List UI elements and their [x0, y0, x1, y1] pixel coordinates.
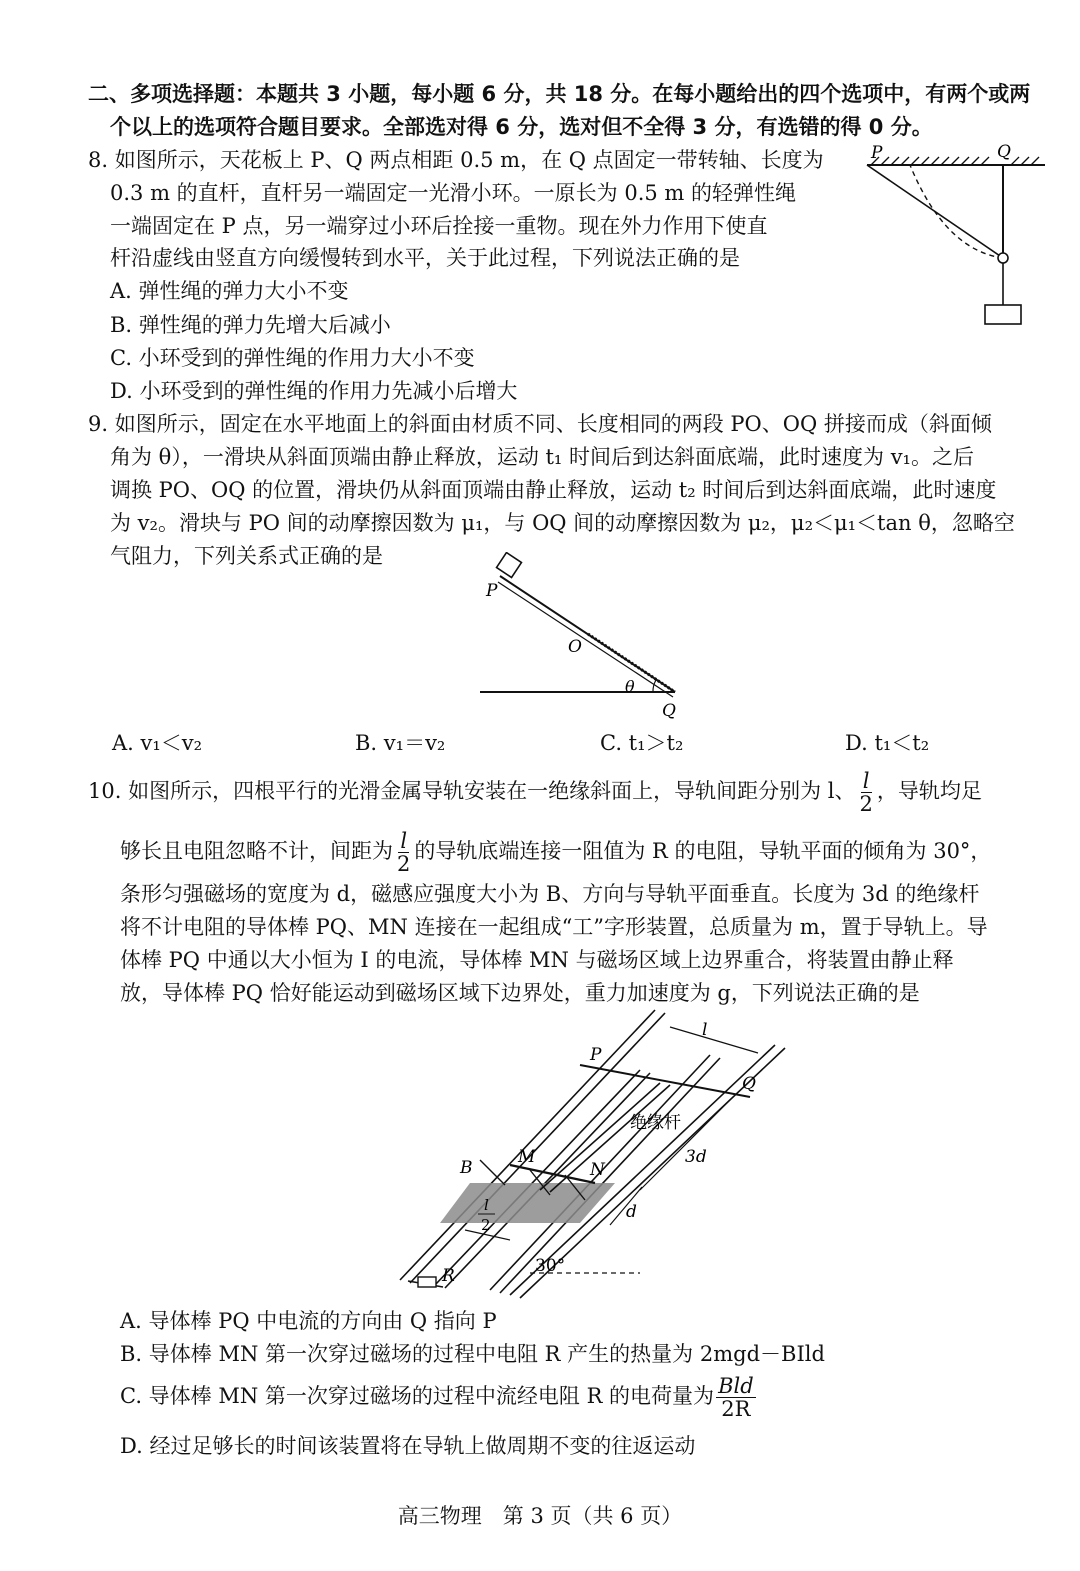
q10-fraction-l-over-2	[857, 770, 874, 815]
q9-option-d: D. t₁＜t₂	[845, 731, 930, 755]
q8-option-a: A. 弹性绳的弹力大小不变	[110, 279, 349, 303]
q10-line1	[88, 768, 982, 815]
rail-3b	[500, 1058, 720, 1293]
q10-label-half-num: l	[484, 1196, 489, 1214]
q10-option-c	[120, 1373, 758, 1420]
q10-label-n: N	[590, 1160, 605, 1180]
q10-line2-pre: 够长且电阻忽略不计，间距为	[120, 839, 393, 863]
q10-label-r: R	[442, 1266, 455, 1286]
weight-block	[985, 305, 1021, 324]
q9-line1: 9. 如图所示，固定在水平地面上的斜面由材质不同、长度相同的两段 PO、OQ 拼接而成（斜面倾	[88, 412, 992, 436]
q8-option-d: D. 小环受到的弹性绳的作用力先减小后增大	[110, 379, 518, 403]
slider-block	[497, 553, 522, 578]
q10-label-angle: 30°	[535, 1256, 566, 1276]
dim-l	[670, 1027, 758, 1053]
q10-label-rod: 绝缘杆	[630, 1113, 681, 1133]
q8-figure	[855, 140, 1055, 335]
frac-num: l	[862, 769, 870, 793]
q9-line2: 角为 θ），一滑块从斜面顶端由静止释放，运动 t₁ 时间后到达斜面底端，此时速度为 v₁。之后	[110, 445, 974, 469]
q10-fraction-l-over-2b	[395, 830, 412, 875]
q9-figure	[470, 552, 700, 722]
q10-line2-post: 的导轨底端连接一阻值为 R 的电阻，导轨平面的倾角为 30°，	[414, 839, 992, 863]
rod-mn	[510, 1165, 595, 1183]
q10-label-half-den: 2	[481, 1216, 491, 1234]
rail-1	[400, 1010, 655, 1280]
q8-option-b: B. 弹性绳的弹力先增大后减小	[110, 313, 391, 337]
q10-option-d: D. 经过足够长的时间该装置将在导轨上做周期不变的往返运动	[120, 1434, 696, 1458]
q8-line2: 0.3 m 的直杆，直杆另一端固定一光滑小环。一原长为 0.5 m 的轻弹性绳	[110, 181, 796, 205]
rod-pq	[580, 1065, 750, 1097]
q10-line5: 体棒 PQ 中通以大小恒为 I 的电流，导体棒 MN 与磁场区域上边界重合，将装置由静止释	[120, 948, 954, 972]
ceiling-hatch	[871, 157, 1039, 165]
q10-label-m: M	[518, 1147, 536, 1167]
q10-label-q: Q	[742, 1074, 756, 1094]
q9-label-p: P	[486, 581, 498, 601]
q8-line4: 杆沿虚线由竖直方向缓慢转到水平，关于此过程，下列说法正确的是	[110, 246, 740, 270]
q10-line1-pre: 10. 如图所示，四根平行的光滑金属导轨安装在一绝缘斜面上，导轨间距分别为 l、	[88, 779, 856, 803]
frac-den: 2R	[721, 1397, 751, 1421]
q10-line4: 将不计电阻的导体棒 PQ、MN 连接在一起组成“工”字形装置，总质量为 m，置于导轨上。导	[120, 915, 988, 939]
incline-bottom-edge	[498, 582, 673, 697]
q10-figure	[380, 1005, 800, 1300]
q10-label-d: d	[626, 1202, 637, 1222]
q10-option-c-text: C. 导体棒 MN 第一次穿过磁场的过程中流经电阻 R 的电荷量为	[120, 1384, 715, 1408]
q10-line3: 条形匀强磁场的宽度为 d，磁感应强度大小为 B、方向与导轨平面垂直。长度为 3d 的绝缘杆	[120, 882, 980, 906]
q8-label-p: P	[871, 143, 883, 163]
q9-option-b: B. v₁＝v₂	[355, 731, 446, 755]
q9-line5: 气阻力，下列关系式正确的是	[110, 544, 383, 568]
rail-1b	[410, 1013, 665, 1283]
frac-den: 2	[859, 792, 873, 816]
q8-line1: 8. 如图所示，天花板上 P、Q 两点相距 0.5 m，在 Q 点固定一带转轴、长度为	[88, 148, 824, 172]
q10-label-p: P	[590, 1045, 602, 1065]
q10-label-b: B	[460, 1158, 473, 1178]
frac-num: l	[400, 829, 408, 853]
q9-line3: 调换 PO、OQ 的位置，滑块仍从斜面顶端由静止释放，运动 t₂ 时间后到达斜面底端，此时速度	[110, 478, 997, 502]
resistor	[418, 1277, 436, 1287]
q10-option-c-fraction	[716, 1375, 756, 1420]
q10-line2	[120, 828, 991, 875]
rotation-path	[910, 165, 1003, 258]
small-ring	[998, 253, 1008, 263]
q8-option-c: C. 小环受到的弹性绳的作用力大小不变	[110, 346, 475, 370]
q9-label-o: O	[568, 637, 582, 657]
q9-label-theta: θ	[625, 677, 635, 696]
frac-den: 2	[397, 852, 411, 876]
q9-label-q: Q	[662, 701, 676, 721]
q10-line6: 放，导体棒 PQ 恰好能运动到磁场区域下边界处，重力加速度为 g，下列说法正确的是	[120, 981, 920, 1005]
q8-label-q: Q	[997, 142, 1011, 162]
q9-option-c: C. t₁＞t₂	[600, 731, 684, 755]
section-title-line1: 二、多项选择题：本题共 3 小题，每小题 6 分，共 18 分。在每小题给出的四个选项中，有两个或两	[88, 82, 1031, 106]
q10-line1-post: ，导轨均足	[876, 779, 982, 803]
q8-line3: 一端固定在 P 点，另一端穿过小环后拴接一重物。现在外力作用下使直	[110, 214, 768, 238]
page-footer: 高三物理 第 3 页（共 6 页）	[397, 1504, 683, 1528]
q9-line4: 为 v₂。滑块与 PO 间的动摩擦因数为 μ₁，与 OQ 间的动摩擦因数为 μ₂，μ₂＜μ₁＜tan θ，忽略空	[110, 511, 1015, 535]
section-title-line2: 个以上的选项符合题目要求。全部选对得 6 分，选对但不全得 3 分，有选错的得 0 分。	[110, 115, 933, 139]
q10-label-l: l	[702, 1020, 708, 1040]
q10-label-3d: 3d	[685, 1147, 707, 1167]
q10-option-a: A. 导体棒 PQ 中电流的方向由 Q 指向 P	[120, 1309, 497, 1333]
q10-option-b: B. 导体棒 MN 第一次穿过磁场的过程中电阻 R 产生的热量为 2mgd－BIld	[120, 1342, 825, 1366]
frac-num: Bld	[718, 1374, 754, 1398]
magnetic-field-region	[440, 1183, 615, 1223]
q9-option-a: A. v₁＜v₂	[112, 731, 203, 755]
